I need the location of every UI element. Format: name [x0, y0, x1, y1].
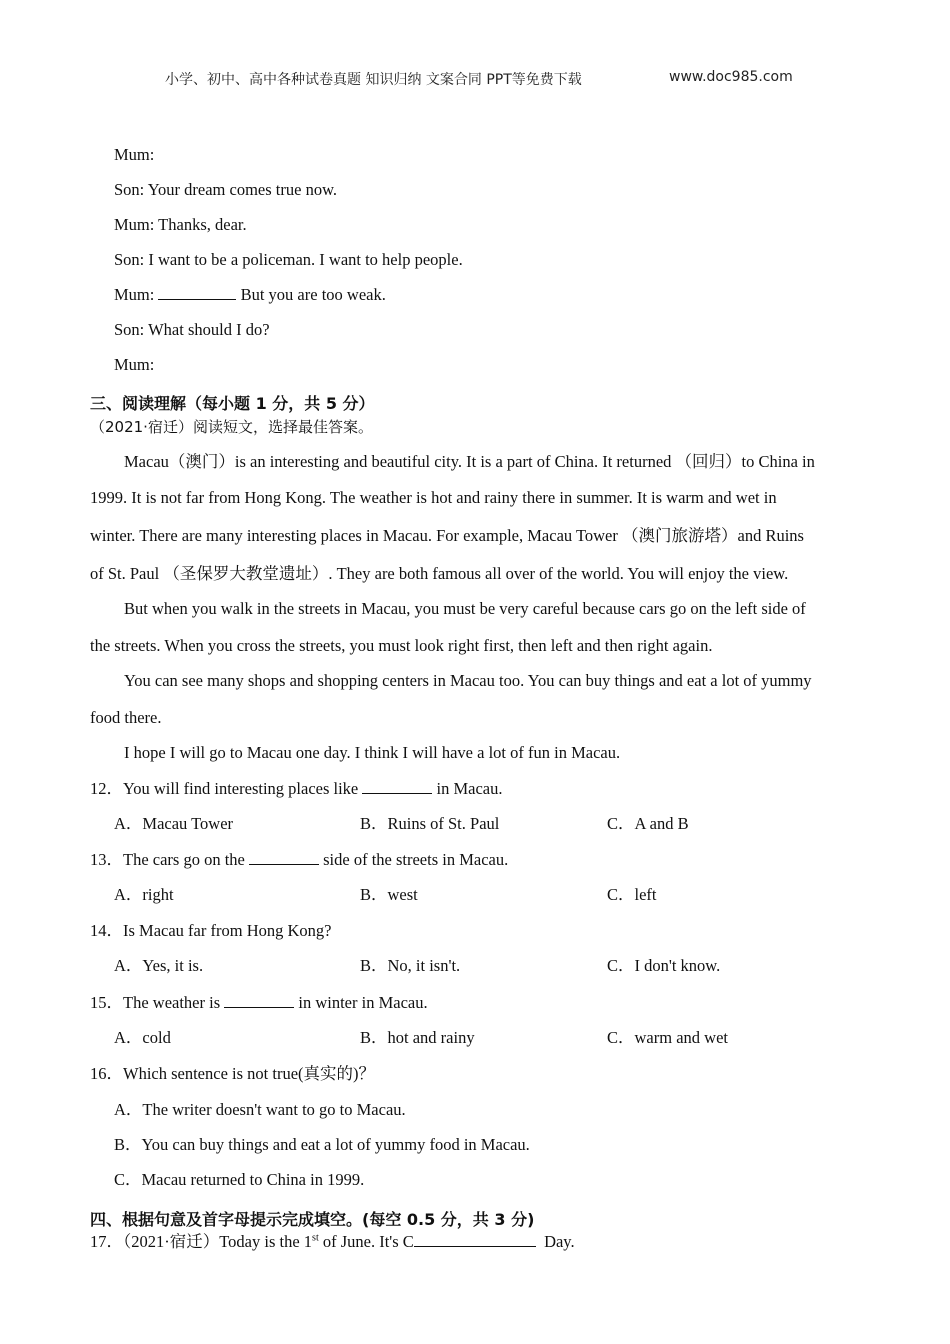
answer-blank[interactable]	[224, 993, 294, 1008]
dialogue-line: Mum: Thanks, dear.	[114, 215, 247, 234]
dialogue-text: But you are too weak.	[240, 285, 386, 304]
section-title: 三、阅读理解（每小题 1 分，共 5 分）	[90, 394, 375, 413]
answer-blank[interactable]	[249, 850, 319, 865]
option-c[interactable]: C．warm and wet	[607, 1028, 728, 1047]
option-a[interactable]: A．cold	[114, 1028, 171, 1047]
section-source: （2021·宿迁）阅读短文，选择最佳答案。	[90, 418, 373, 436]
dialogue-line: Son: I want to be a policeman. I want to help people.	[114, 250, 463, 269]
passage-line: Macau（澳门）is an interesting and beautiful city. It is a part of China. It returned （回归）to China in	[124, 452, 815, 471]
option-b[interactable]: B．No, it isn't.	[360, 956, 461, 975]
dialogue-line	[114, 285, 386, 305]
option-b[interactable]: B．You can buy things and eat a lot of yummy food in Macau.	[114, 1135, 530, 1154]
option-b[interactable]: B．hot and rainy	[360, 1028, 475, 1047]
answer-blank[interactable]	[414, 1232, 536, 1247]
passage-line: winter. There are many interesting places in Macau. For example, Macau Tower （澳门旅游塔）and Ruins	[90, 526, 804, 545]
dialogue-speaker: Mum:	[114, 285, 155, 304]
option-a[interactable]: A．right	[114, 885, 174, 904]
option-b[interactable]: B．west	[360, 885, 418, 904]
dialogue-line: Son: Your dream comes true now.	[114, 180, 338, 199]
header-website: www.doc985.com	[669, 69, 793, 85]
dialogue-line: Son: What should I do?	[114, 320, 270, 339]
passage-line: 1999. It is not far from Hong Kong. The weather is hot and rainy there in summer. It is warm and wet in	[90, 488, 777, 507]
option-c[interactable]: C．left	[607, 885, 657, 904]
option-c[interactable]: C．Macau returned to China in 1999.	[114, 1170, 365, 1189]
question-stem: 17．（2021·宿迁）Today is the 1st of June. It's C Day.	[90, 1232, 575, 1251]
option-b[interactable]: B．Ruins of St. Paul	[360, 814, 500, 833]
passage-line: food there.	[90, 708, 162, 727]
option-a[interactable]: A．The writer doesn't want to go to Macau.	[114, 1100, 406, 1119]
option-c[interactable]: C．A and B	[607, 814, 689, 833]
option-a[interactable]: A．Macau Tower	[114, 814, 234, 833]
question-stem: 15．The weather is in winter in Macau.	[90, 993, 428, 1012]
question-stem: 16．Which sentence is not true(真实的)？	[90, 1064, 376, 1083]
passage-line: But when you walk in the streets in Macau, you must be very careful because cars go on the left side of	[124, 599, 806, 618]
dialogue-line: Mum:	[114, 355, 155, 374]
header-tagline: 小学、初中、高中各种试卷真题 知识归纳 文案合同 PPT等免费下载	[165, 72, 582, 88]
option-c[interactable]: C．I don't know.	[607, 956, 721, 975]
passage-line: of St. Paul （圣保罗大教堂遗址）. They are both famous all over of the world. You will enjoy the view.	[90, 564, 789, 583]
question-stem: 12．You will find interesting places like in Macau.	[90, 779, 503, 798]
passage-line: the streets. When you cross the streets, you must look right first, then left and then right again.	[90, 636, 713, 655]
answer-blank[interactable]	[158, 285, 236, 300]
option-a[interactable]: A．Yes, it is.	[114, 956, 204, 975]
passage-line: You can see many shops and shopping centers in Macau too. You can buy things and eat a lot of yummy	[124, 671, 812, 690]
question-stem: 14．Is Macau far from Hong Kong?	[90, 921, 332, 940]
passage-line: I hope I will go to Macau one day. I think I will have a lot of fun in Macau.	[124, 743, 621, 762]
dialogue-line: Mum:	[114, 145, 155, 164]
section-title: 四、根据句意及首字母提示完成填空。(每空 0.5 分，共 3 分)	[90, 1210, 535, 1229]
question-stem: 13．The cars go on the side of the streets in Macau.	[90, 850, 509, 869]
answer-blank[interactable]	[362, 779, 432, 794]
